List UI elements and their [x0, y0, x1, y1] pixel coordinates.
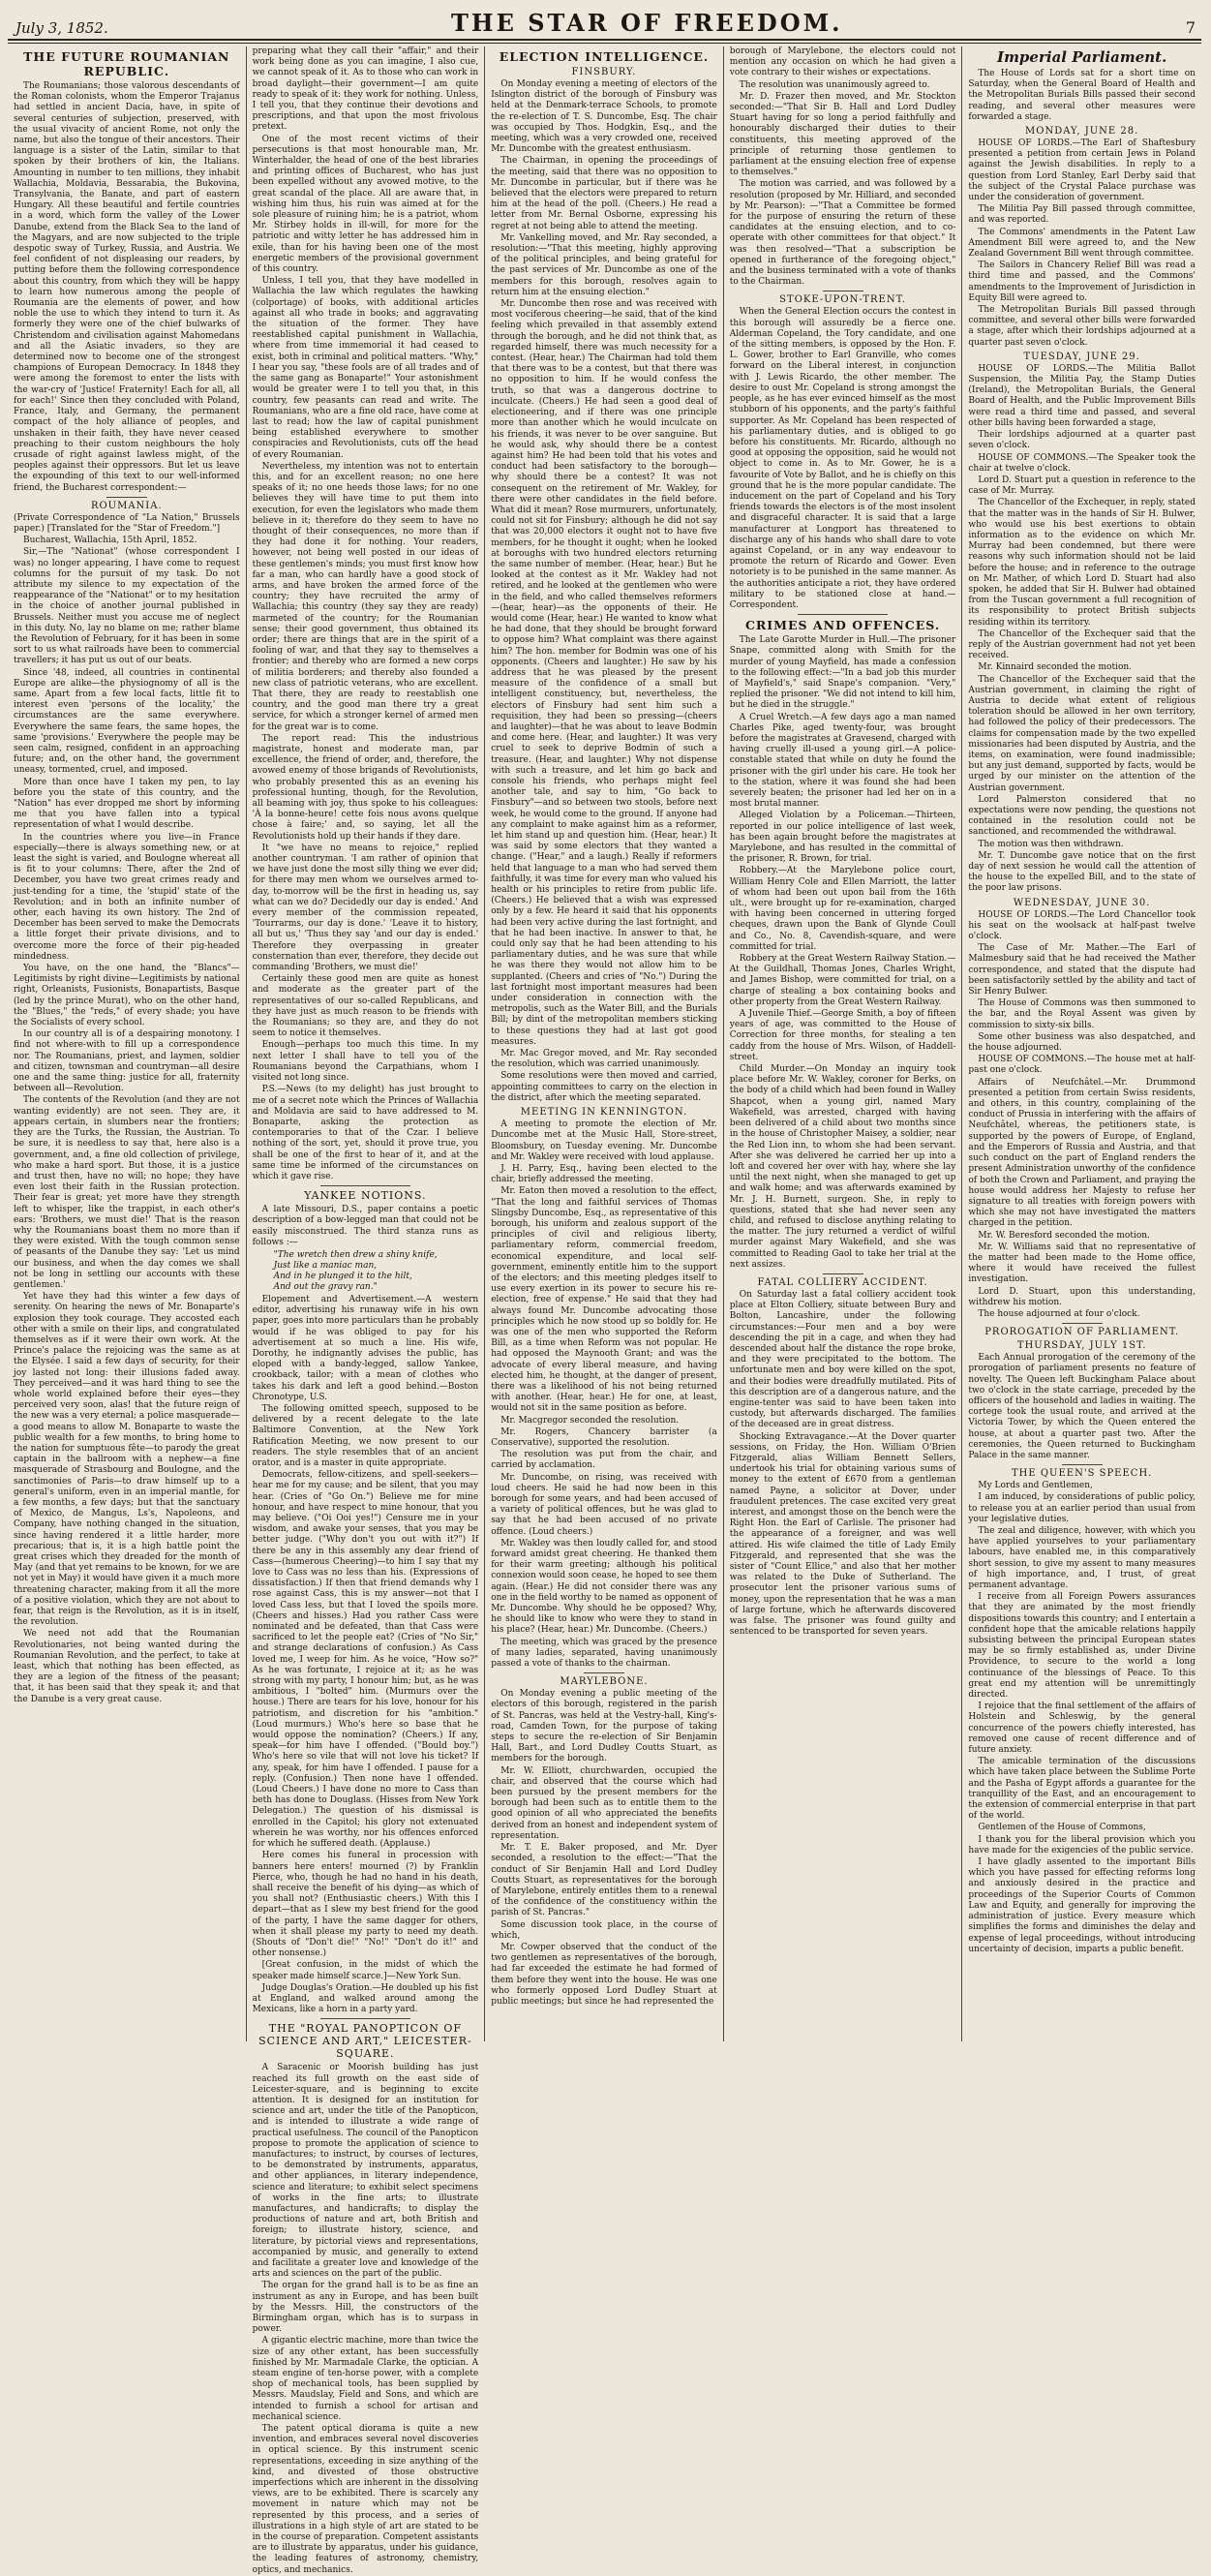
paragraph: The Case of Mr. Mather.—The Earl of Malmesbury said that he had received the Mather correspondence, and stated that the dispute had been satisfactorily settled by the ability and tact of Sir Henry Bulwer.	[968, 943, 1196, 997]
masthead	[8, 8, 1201, 41]
section-heading: MARYLEBONE.	[560, 1676, 649, 1688]
paragraph: Mr. W. Beresford seconded the motion.	[978, 1230, 1150, 1241]
paragraph: [Great confusion, in the midst of which the speaker made himself scarce.]—New York Sun.	[252, 1960, 479, 1981]
paragraph: Some resolutions were then moved and carried, appointing committees to carry on the election in the district, after which the meeting separated.	[491, 1071, 717, 1103]
article-heading: ELECTION INTELLIGENCE.	[499, 49, 710, 64]
section-heading: THE QUEEN'S SPEECH.	[1011, 1468, 1153, 1480]
paragraph: It "we have no means to rejoice," replied another countryman. 'I am rather of opinion that we have just done the most silly thing we ever did; for there may men whom we ourselves armed to-day, to-morrow will be the first in heading us, say what can we do? Decidedly our day is ended.' And every member of the commission repeated, 'Tourrarms, our day is done.' 'Leave it to history, all but us,' 'Thus they say 'and our day is ended.' Therefore they overpassing in greater consternation than ever, therefore, they decide out commanding 'Brothers, we must die!'	[252, 843, 479, 973]
paragraph: P.S.—News (to my delight) has just brought to me of a secret note which the Princes of Wallachia and Moldavia are said to have addressed to M. Bonaparte, asking the protection as contemporaries to that of the Czar. I believe nothing of the sort, yet, should it prove true, you shall be one of the first to hear of it, and at the same time be informed of the circumstances on which it gave rise.	[252, 1085, 479, 1181]
paragraph: HOUSE OF COMMONS.—The house met at half-past one o'clock.	[968, 1055, 1196, 1076]
paragraph: Certainly these good men are quite as honest and moderate as the greater part of the representatives of our so-called Republicans, and they have just as much reason to be friends with the Roumanians; so they are, and they do not seem to notice it themselves.	[252, 974, 479, 1039]
paragraph: Their lordships adjourned at a quarter past seven o'clock.	[968, 430, 1196, 451]
paragraph: The organ for the grand hall is to be as fine an instrument as any in Europe, and has been built by the Messrs. Hill, the constructors of the Birmingham organ, which has is to surpass in power.	[252, 2281, 479, 2335]
article-heading: CRIMES AND OFFENCES.	[744, 618, 941, 633]
paragraph: Mr. Vankelling moved, and Mr. Ray seconded, a resolution:—"That this meeting, highly approving of the political principles, and being grateful for the past services of Mr. Duncombe as one of the members for this borough, resolves again to return him at the ensuing election."	[491, 232, 717, 297]
section-heading: FATAL COLLIERY ACCIDENT.	[757, 1276, 928, 1288]
paragraph: The House of Lords sat for a short time on Saturday, when the General Board of Health and the Metropolitan Burials Bills passed their second reading, and several other measures were forwarded a stage.	[968, 69, 1196, 122]
paragraph: A Juvenile Thief.—George Smith, a boy of fifteen years of age, was committed to the House of Correction for three months, for stealing a ten caddy from the house of Mrs. Wilson, of Haddell-street.	[729, 1009, 956, 1062]
poem-line: And out the gravy ran."	[273, 1281, 378, 1292]
paragraph: Each Annual prorogation of the ceremony of the prorogation of parliament presents no feature of novelty. The Queen left Buckingham Palace about two o'clock in the state carriage, preceded by the officers of the household and ladies in waiting. The cortege took the usual route, and arrived at the Victoria Tower, by which the Queen entered the house, at about a quarter past two. After the ceremonies, the Queen returned to Buckingham Palace in the same manner.	[968, 1353, 1196, 1460]
section-heading: TUESDAY, JUNE 29.	[1023, 351, 1140, 362]
page-number: 7	[1185, 18, 1196, 37]
paragraph: I receive from all Foreign Powers assurances that they are animated by the most friendly dispositions towards this country; and I entertain a confident hope that the amicable relations happily subsisting between the principal European states may be so firmly established as, under Divine Providence, to secure to the world a long continuance of the blessings of Peace. To this great end my attention will be unremittingly directed.	[968, 1592, 1196, 1701]
paragraph: A gigantic electric machine, more than twice the size of any other extant, has been successfully finished by Mr. Marmadale Clarke, the optician. A steam engine of ten-horse power, with a complete shop of mechanical tools, has been supplied by Messrs. Maudslay, Field and Sons, and which are intended to furnish a school for artisan and mechanical science.	[252, 2336, 479, 2422]
paragraph: Affairs of Neufchâtel.—Mr. Drummond presented a petition from certain Swiss residents, and others, in this country, complaining of the conduct of Prussia in interfering with the affairs of Neufchâtel, whereas, the petitioners state, is supported by the powers of Europe, of England, and the Emperors of Russia and Austria, and that such conduct on the part of England renders the present Administration unworthy of the confidence of both the Crown and Parliament, and praying the house would address her Majesty to refuse her signature to all treaties with foreign powers with which she may not have investigated the matters charged in the petition.	[968, 1077, 1196, 1229]
paragraph: The motion was carried, and was followed by a resolution (proposed by Mr. Hilliard, and seconded by Mr. Pearson): —"That a Committee be formed for the purpose of ensuring the return of these candidates at the ensuing election, and to co-operate with other committees for that object." It was then resolved—"That a subscription be opened in furtherance of the foregoing object," and the business terminated with a vote of thanks to the Chairman.	[729, 179, 956, 288]
dateline: (Private Correspondence of "La Nation," Brussels paper.) [Translated for the "Star of Freedom."]	[14, 512, 240, 534]
column-container	[8, 46, 1201, 2575]
paragraph: Child Murder.—On Monday an inquiry took place before Mr. W. Wakley, coroner for Berks, on the body of a child which had been found in Walley Shapcot, when a young girl, named Mary Wakefield, was arrested, charged with having been delivered of a child about two months since in the house of Christopher Maisey, a soldier, near the Red Lion inn, to whom she had been servant. After she was delivered he carried her up into a loft and covered her over with hay, where she lay until the next night, when she managed to get up and walk home; and was afterwards examined by Mr. J. H. Burnett, surgeon. She, in reply to questions, stated that she had never seen any child, and refused to disclose anything relating to the matter. The jury returned a verdict of wilful murder against Mary Wakefield, and she was committed to Reading Gaol to take her trial at the next assizes.	[729, 1064, 956, 1270]
section-heading: STOKE-UPON-TRENT.	[779, 294, 906, 306]
paragraph: The Roumanians; those valorous descendants of the Roman colonists, whom the Emperor Trajanus had settled in ancient Dacia, have, in spite of several centuries of subjection, preserved, with the usual vivacity of ancient Rome, not only the name, but also the tongue of their ancestors. Their language is a sister of the Latin, similar to that spoken by their brothers of kin, the Italians. Amounting in number to ten millions, they inhabit Wallachia, Moldavia, Bessarabia, the Bukovina, Transylvania, the Banate, and part of eastern Hungary. All these beautiful and fertile countries in a word, which form the valley of the Lower Danube, extend from the Black Sea to the land of the Magyars, and are now subjected to the triple despotic sway of Turkey, Russia, and Austria. We feel confident of not displeasing our readers, by putting before them the following correspondence about this country, from which they will be happy to learn how numerous among the people of Roumania are the elements of power, and how noble the use to which they intend to turn it. As formerly they were one of the chief bulwarks of Christendom and civilisation against Mahomedans and all the Asiatic invaders, so they are determined now to become one of the strongest champions of European Democracy. In 1848 they were among the foremost to enter the lists with the war-cry of 'Justice! Fraternity! Each for all, all for each!' Since then they concluded with Poland, France, Italy, and Germany, the permanent compact of the holy alliance of peoples, and unshaken in their faith, they have never ceased preaching to their custom neighbours the holy crusade of right against lawless might, of the peoples against their oppressors. But let us leave the expounding of this text to our well-informed friend, the Bucharest correspondent:—	[14, 81, 240, 493]
paragraph: A Saracenic or Moorish building has just reached its full growth on the east side of Leicester-square, and is beginning to excite attention. It is designed for an institution for science and art, under the title of the Panopticon, and is intended to illustrate a wide range of practical usefulness. The council of the Panopticon propose to promote the application of science to manufactures; to instruct, by courses of lectures, to be demonstrated by instruments, apparatus, and other appliances, in literary independence, science and literature; to exhibit select specimens of works in the fine arts; to illustrate manufactures, and handicrafts; to display the productions of nature and art, both British and foreign; to illustrate history, science, and literature, by pictorial views and representations, accompanied by music, and generally to extend and facilitate a greater love and knowledge of the arts and sciences on the part of the public.	[252, 2063, 479, 2280]
column-5	[962, 46, 1201, 2041]
section-heading: THURSDAY, JULY 1ST.	[1016, 1340, 1147, 1352]
paragraph: Shocking Extravagance.—At the Dover quarter sessions, on Friday, the Hon. William O'Brien Fitzgerald, alias William Bennett Sellers, undertook his trial for obtaining various sums of money to the extent of £670 from a gentleman named Payne, a solicitor at Dover, under fraudulent pretences. The case excited very great interest, and amongst those on the bench were the Right Hon. the Earl of Carlisle. The prisoner had the appearance of a foreigner, and was well attired. His wife claimed the title of Lady Emily Fitzgerald, and represented that she was the sister of "Count Ellice," and also that her mother was related to the Duke of Sutherland. The prosecutor lent the prisoner various sums of money, upon the representation that he was a man of large fortune, which he afterwards discovered was false. The prisoner was found guilty and sentenced to be transported for seven years.	[729, 1431, 956, 1638]
paragraph: We need not add that the Roumanian Revolutionaries, not being wanted during the Roumanian Revolution, and the perfect, to take at least, which that nothing has been effected, as they are a legion of the fitness of the peasant; that, it has been said that they speak it; and that the Danube is a very great cause.	[14, 1629, 240, 1704]
paragraph: borough of Marylebone, the electors could not mention any occasion on which he had given a vote contrary to their wishes or expectations.	[729, 46, 956, 78]
divider	[823, 1273, 863, 1274]
paragraph: Mr. T. E. Baker proposed, and Mr. Dyer seconded, a resolution to the effect:—"That the conduct of Sir Benjamin Hall and Lord Dudley Coutts Stuart, as representatives for the borough of Marylebone, entirely entitles them to a renewal of the confidence of the constituency within the parish of St. Pancras."	[491, 1843, 717, 1918]
paragraph: The Chancellor of the Exchequer, in reply, stated that the matter was in the hands of Sir H. Bulwer, who would use his best exertions to obtain information as to the evidence on which Mr. Murray had been condemned, but there were reasons why such information should not be laid before the house; and in reference to the outrage on Mr. Mather, of which Lord D. Stuart had also spoken, he added that Sir H. Bulwer had obtained from the Tuscan government a full recognition of its responsibility to protect British subjects residing within its territory.	[968, 498, 1196, 628]
paragraph: Robbery.—At the Marylebone police court, William Henry Cole and Ellen Marriott, the latter of whom had been out upon bail from the 16th ult., were brought up for re-examination, charged with having been concerned in uttering forged cheques, drawn upon the Bank of Glynde Coull and Co., No. 8, Cavendish-square, and were committed for trial.	[729, 866, 956, 952]
paragraph: One of the most recent victims of their persecutions is that most honourable man, Mr. Winterhalder, the head of one of the best libraries and printing offices of Bucharest, who has just been expelled without any avowed motive, to the great scandal of the place. All are aware that, in wishing him thus, his ruin was aimed at for the sole pleasure of ruining him; he is a patriot, whom Mr. Stirbey holds in ill-will, for more for the patriotic and witty letter he has addressed him in exile, than for his having been one of the most energetic members of the provisional government of this country.	[252, 134, 479, 275]
paragraph: HOUSE OF COMMONS.—The Speaker took the chair at twelve o'clock.	[968, 452, 1196, 474]
paragraph: Yet have they had this winter a few days of serenity. On hearing the news of Mr. Bonaparte's explosion they took courage. They accosted each other with a smile on their lips, and congratulated themselves as if it were their own work. At the Prince's palace the rejoicing was the same as at the Elysée. I said a few days of security, for their joy lasted not long: their illusions faded away. They perceived—and it was hard thing to see the whole world explained before their eyes—they perceived very soon, alas! that the future reign of the new was a very eternal; a police masquerade—a good means to allow M. Bonaparte to waste the public wealth for a few months, to bring home to the nation for sumptuous fête—to parody the great captain in the ballroom with a nephew—a fine masquerade of Strasbourg and Boulogne, and the sanctimonies of Paris—to draw himself up to a general's uniform, even in an imperial mantle, for a few months, a few days; but that the sanctuary of Mexico, de Mangus, Ls's, Napoleons, and Company, have nothing changed in the situation, since having rendered it a little harder, more precarious; that is, it is a high battle point the great crises which they dreaded for the month of May (and that yet remains to be known, for we are not yet in May) it would have given it a much more threatening character, making from it all the more of a positive violation, which they are not about to fear, that reign is the Revolution, as it is in itself, the revolution.	[14, 1292, 240, 1628]
paragraph: J. H. Parry, Esq., having been elected to the chair, briefly addressed the meeting.	[491, 1163, 717, 1185]
paragraph: In the countries where you live—in France especially—there is always something new, or at least the sight is varied, and Boulogne whereat all is fit to your columns: There, after the 2nd of December, you have two great crimes ready and just-tending for a time, the 'stupid' state of the Revolution; and in both an infinite number of other, each having its own history. The 2nd of December has been served to make the Democrats a little forget their private divisions, and to overcome more the force of their pig-headed mindedness.	[14, 832, 240, 962]
paragraph: A late Missouri, D.S., paper contains a poetic description of a bow-legged man that could not be easily misconstrued. The third stanza runs as follows :—	[252, 1205, 479, 1247]
paragraph: HOUSE OF LORDS.—The Militia Ballot Suspension, the Militia Pay, the Stamp Duties (Ireland), the Metropolitan Burials, the General Board of Health, and the Public Improvement Bills were read a third time and passed, and several other bills having been forwarded a stage,	[968, 363, 1196, 428]
paragraph: The zeal and diligence, however, with which you have applied yourselves to your parliamentary labours, have enabled me, in this comparatively short session, to give my assent to many measures of high importance, and, I trust, of great permanent advantage.	[968, 1525, 1196, 1590]
paragraph: The motion was then withdrawn.	[978, 839, 1124, 849]
paragraph: preparing what they call their "affair," and their work being done as you can imagine, I also cue, we cannot speak of it. As to those who can work in broad daylight—their government—I am quite ready to speak of it: they work for nothing. Unless, I tell you, that they continue their devotions and prescriptions, and that upon the most frivolous pretext.	[252, 46, 479, 133]
paragraph: Lord Palmerston considered that no expectations were now pending, the questions not contained in the resolution could not be sanctioned, and recommended the withdrawal.	[968, 794, 1196, 838]
paragraph: The Metropolitan Burials Bill passed through committee, and several other bills were forwarded a stage, after which their lordships adjourned at a quarter past seven o'clock.	[968, 305, 1196, 348]
divider	[106, 497, 147, 498]
paragraph: The following omitted speech, supposed to be delivered by a recent delegate to the late Baltimore Convention, at the New York Ratification Meeting, we now present to our readers. The style resembles that of an ancient orator, and is a master in quite appropriate.	[252, 1403, 479, 1468]
section-heading: FINSBURY.	[571, 67, 637, 77]
paragraph: I am induced, by considerations of public policy, to release you at an earlier period than usual from your legislative duties.	[968, 1492, 1196, 1524]
divider	[798, 614, 888, 615]
paragraph: Mr. Wakley was then loudly called for, and stood forward amidst great cheering. He thanked them for their warm greeting; although his political connexion would soon cease, he hoped to see them again. (Hear.) He did not consider there was any one in the field worthy to be named as opponent of Mr. Duncombe. Why should he be opposed? Why, he should like to know who were they to stand in his place? (Hear, hear.) Mr. Duncombe. (Cheers.)	[491, 1538, 717, 1636]
paragraph: Mr. W. Williams said that no representative of the matter had been made to the Home office, where it would have received the fullest investigation.	[968, 1242, 1196, 1285]
divider	[1062, 1464, 1103, 1465]
paragraph: The contents of the Revolution (and they are not wanting evidently) are not seen. They are, it appears certain, in slumbers near the frontiers; they are the Turks, the Russian, the Austrian. To be sure, it is needless to say that, here also is a government, and, a fine old collection of privilege, who make a hard sport. But those, it is a justice and trust then, have no will; no hope; they have even lost their faith in the Russian protection. Their fear is great; yet more have they strength left to whisper, like the trappist, in each other's ears: 'Brothers, we must die!' That is the reason why the Roumanians boast them no more than if they were existed. With the tough common sense of peasants of the Danube they say: 'Let us mind our business, and when the day comes we shall not be long in settling our accounts with these gentlemen.'	[14, 1095, 240, 1290]
paragraph: The resolution was unanimously agreed to.	[739, 79, 930, 90]
paragraph: Mr. Eaton then moved a resolution to the effect, "That the long and faithful services of Thomas Slingsby Duncombe, Esq., as representative of this borough, his uniform and zealous support of the principles of civil and religious liberty, parliamentary reform, commercial freedom, economical expenditure, and local self-government, eminently entitle him to the support of the electors; and this meeting pledges itself to use every exertion in its power to secure his re-election, free of expense." He said that they had always found Mr. Duncombe advocating those principles which he now stood up so boldly for. He was one of the men who supported the Reform Bill, as a time when Reform was not popular. He had opposed the Maynooth Grant; and was the advocate of every liberal measure, and having elected him, he thought, at the danger of present, there was a likelihood of his not being returned with another. (Hear, hear.) He for one, at least, would not sit in the same position as before.	[491, 1186, 717, 1414]
paragraph: Democrats, fellow-citizens, and spell-seekers—hear me for my cause; and be silent, that you may hear. (Cries of "Go On.") Believe me for mine honour, and have respect to mine honour, that you may believe. ("Oi Ooi yes!") Censure me in your wisdom, and awake your senses, that you may be better judge. ("Why don't you out with it?") If there be any in this assembly any dear friend of Cass—(humerous Cheering)—to him I say that my love to Cass was no less than his. (Expressions of dissatisfaction.) If then that friend demands why I rose against Cass, this is my answer—not that I loved Cass less, but that I loved the spoils more. (Cheers and hisses.) Had you rather Cass were nominated and be defeated, than that Cass were sacrificed to let the people eat? (Cries of "No Sir," and strange declarations of confusion.) As Cass loved me, I weep for him. As he voice, "How so?" As he was fortunate, I rejoice at it; as he was strong with my party, I honour him; but, as he was ambitious, I "bolted" him. (Murmurs over the house.) There are tears for his love, honour for his patriotism, and discretion for his "ambition." (Loud murmurs.) Who's here so base that he would oppose the nomination? (Cheers.) If any, speak—for him have I offended. ("Bould boy.") Who's here so vile that will not love his ticket? If any, speak, for him have I offended. I pause for a reply. (Confusion.) Then none have I offended. (Loud Cheers.) I have done no more to Cass than beth has done to Douglass. (Hisses from New York Delegation.) The question of his dismissal is enrolled in the Capitol; his glory not extenuated wherein he was worthy, nor his offences enforced for which he suffered death. (Applause.)	[252, 1470, 479, 1850]
paragraph: The house adjourned at four o'clock.	[978, 1308, 1140, 1319]
paragraph: On Monday evening a public meeting of the electors of this borough, registered in the parish of St. Pancras, was held at the Vestry-hall, King's-road, Camden Town, for the purpose of taking steps to secure the re-election of Sir Benjamin Hall, Bart., and Lord Dudley Coutts Stuart, as members for the borough.	[491, 1689, 717, 1764]
masthead-rule	[8, 43, 1201, 44]
poem-line: And in he plunged it to the hilt,	[273, 1271, 412, 1281]
paragraph: Mr. Macgregor seconded the resolution.	[500, 1415, 680, 1426]
paragraph: Elopement and Advertisement.—A western editor, advertising his runaway wife in his own paper, goes into more particulars than he probably would if he was obliged to pay for his advertisement at so much a line. His wife, Dorothy, he indignantly advises the public, has eloped with a bandy-legged, sallow Yankee, crookback, tailor; with a mean of clothes who takes his dark and left a good behind.—Boston Chronotype, U.S.	[252, 1294, 479, 1402]
paragraph: Mr. Rogers, Chancery barrister (a Conservative), supported the resolution.	[491, 1426, 717, 1448]
article-heading: Imperial Parliament.	[997, 48, 1167, 66]
paragraph: Mr. Duncombe, on rising, was received with loud cheers. He said he had now been in this borough for some years, and had been accused of a variety of political offences, but he was glad to say that he had been accused of no private offence. (Loud cheers.)	[491, 1472, 717, 1537]
poem-line: "The wretch then drew a shiny knife,	[273, 1249, 438, 1260]
paragraph: Mr. D. Frazer then moved, and Mr. Stockton seconded:—"That Sir B. Hall and Lord Dudley Stuart having for so long a period faithfully and honourably discharged their duties to their constituents, this meeting approved of the principle of returning those gentlemen to parliament at the ensuing election free of expense to themselves."	[729, 91, 956, 178]
section-heading: MEETING IN KENNINGTON.	[520, 1107, 688, 1119]
divider	[320, 1185, 410, 1186]
paragraph: Here comes his funeral in procession with banners here enters! mourned (?) by Franklin Pierce, who, though he had no hand in his death, shall receive the benefit of his dying—as which of you shall not? (Enthusiastic cheers.) With this I depart—that as I slew my best friend for the good of the party, I have the same dagger for others, when it shall please my party to need my death. (Shouts of "Don't die!" "No!" "Don't do it!" and other nonsense.)	[252, 1851, 479, 1959]
paragraph: Mr. Cowper observed that the conduct of the two gentlemen as representatives of the borough, had far exceeded the estimate he had formed of them before they went into the house. He was one who formerly opposed Lord Dudley Stuart at public meetings; but since he had represented the	[491, 1942, 717, 2007]
column-4	[724, 46, 963, 2041]
paragraph: The Chancellor of the Exchequer said that the reply of the Austrian government had not yet been received.	[968, 629, 1196, 661]
paragraph: Alleged Violation by a Policeman.—Thirteen, reported in our police intelligence of last week, has been again brought before the magistrates at Marylebone, and has resulted in the committal of the prisoner, R. Brown, for trial.	[729, 811, 956, 865]
paragraph: Some other business was also despatched, and the house adjourned.	[968, 1031, 1196, 1054]
section-heading: MONDAY, JUNE 28.	[1025, 126, 1139, 138]
column-3	[485, 46, 724, 2041]
paragraph: The amicable termination of the discussions which have taken place between the Sublime Porte and the Pasha of Egypt affords a guarantee for the tranquillity of the East, and an encouragement to the extension of commercial enterprise in that part of the world.	[968, 1757, 1196, 1822]
paragraph: The report read: This the industrious magistrate, honest and moderate man, par excellence, the friend of order, and, therefore, the avowed enemy of those brigands of Revolutionists, who probably presented this as an evening his professional hunting, though, for the Revolution, all beaming with joy, thus spoke to his colleagues: 'À la bonne-heure! cette fois nous avons quelque chose à faire;' and, so saying, let all the Revolutionists hold up their hands if they dare.	[252, 733, 479, 842]
paragraph: The Militia Pay Bill passed through committee, and was reported.	[968, 204, 1196, 226]
paragraph: HOUSE OF LORDS.—The Earl of Shaftesbury presented a petition from certain Jews in Poland against the Jewish disabilities. In reply to a question from Lord Stanley, Earl Derby said that the subject of the Crystal Palace purchase was under the consideration of government.	[968, 138, 1196, 203]
paragraph: When the General Election occurs the contest in this borough will assuredly be a fierce one. Alderman Copeland, the Tory candidate, and one of the sitting members, is opposed by the Hon. F. L. Gower, brother to Earl Granville, who comes forward on the Liberal interest, in conjunction with J. Lewis Ricardo, the other member. The desire to oust Mr. Copeland is strong amongst the people, as he has ever evinced himself as the most stubborn of his opponents, and the party's faithful supporter. As Mr. Copeland has been respected of his parliamentary duties, and is obliged to go before his constituents. Mr. Ricardo, although no good at opposing the opposition, said he would not object to come in. As to Mr. Gower, he is a favourite of Vote by Ballot, and he is chiefly on this ground that he is the more popular candidate. The inducement on the part of Copeland and his Tory friends towards the electors is of the most insolent and disgraceful character. It is said that a large manufacturer at Longport has threatened to discharge any of his hands who shall dare to vote against Copeland, or in any way endeavour to promote the return of Ricardo and Gower. Even notoriety is to be punished in the same manner. As the authorities anticipate a riot, they have ordered military to be stationed close at hand.—Correspondent.	[729, 307, 956, 610]
paragraph: Gentlemen of the House of Commons,	[978, 1823, 1146, 1833]
paragraph: My Lords and Gentlemen,	[978, 1481, 1093, 1491]
issue-date: July 3, 1852.	[15, 19, 108, 37]
section-heading: ROUMANIA.	[90, 500, 163, 511]
paragraph: Since '48, indeed, all countries in continental Europe are alike—the physiognomy of all is the same. Apart from a few local facts, little fit to interest even 'persons of the locality,' the circumstances are the same everywhere. Everywhere the same fears, the same hopes, the same 'provisions.' Everywhere the people may be seen calm, resigned, confident in an approaching future; and, on the other hand, the government uneasy, tormented, cruel, and imposed.	[14, 667, 240, 776]
paragraph: You have, on the one hand, the "Blancs"—Legitimists by right divine—Legitimists by national right, Orleanists, Fusionists, Bonapartists, Basque (led by the prince Murat), who on the other hand, the "Blues," the "reds," of every shade; you have the Socialists of every school.	[14, 964, 240, 1028]
article-heading: YANKEE NOTIONS.	[304, 1189, 427, 1203]
paragraph: Lord D. Stuart, upon this understanding, withdrew his motion.	[968, 1286, 1196, 1307]
paragraph: More than once have I taken my pen, to lay before you the state of this country, and the "Nation" has ever dropped me short by informing me that you have fallen into a typical representation of what I would describe.	[14, 777, 240, 831]
paragraph: A meeting to promote the election of Mr. Duncombe met at the Music Hall, Store-street, Bloomsbury, on Tuesday evening. Mr. Duncombe and Mr. Wakley were received with loud applause.	[491, 1119, 717, 1162]
paragraph: Mr. Mac Gregor moved, and Mr. Ray seconded the resolution, which was carried unanimously.	[491, 1049, 717, 1070]
paragraph: In our country all is of a despairing monotony. I find not where-with to fill up a correspondence nor. The Roumanians, priest, and laymen, soldier and citizen, townsman and countryman—all desire one and the same thing: justice for all, fraternity between all—Revolution.	[14, 1029, 240, 1094]
paragraph: The patent optical diorama is quite a new invention, and embraces several novel discoveries in optical science. By this instrument scenic representations, exceeding in size anything of the kind, and divested of those obstructive imperfections which are inherent in the dissolving views, are to be exhibited. There is scarcely any movement in nature which may not be represented by this process, and a series of illustrations in a high style of art are stated to be in the course of preparation. Competent assistants are to illustrate by apparatus, under his guidance, the leading features of astronomy, chemistry, optics, and mechanics.	[252, 2424, 479, 2575]
paragraph: I thank you for the liberal provision which you have made for the exigencies of the public service.	[968, 1834, 1196, 1855]
newspaper-title: THE STAR OF FREEDOM.	[451, 9, 843, 37]
paragraph: Lord D. Stuart put a question in reference to the case of Mr. Murray.	[968, 475, 1196, 497]
paragraph: The resolution was put from the chair, and carried by acclamation.	[491, 1450, 717, 1471]
paragraph: I have gladly assented to the important Bills which you have passed for effecting reforms long and anxiously desired in the practice and proceedings of the Superior Courts of Common Law and Equity, and generally for improving the administration of justice. Every measure which simplifies the forms and diminishes the delay and expense of legal proceedings, without introducing uncertainty of decision, imparts a public benefit.	[968, 1857, 1196, 1954]
paragraph: The Chairman, in opening the proceedings of the meeting, said that there was no opposition to Mr. Duncombe in particular, but if there was he believed that the electors were prepared to return him at the head of the poll. (Cheers.) He read a letter from Mr. Bernal Osborne, expressing his regret at not being able to attend the meeting.	[491, 156, 717, 231]
paragraph: Enough—perhaps too much this time. In my next letter I shall have to tell you of the Roumanians beyond the Carpathians, whom I visited not long since.	[252, 1040, 479, 1084]
paragraph: I rejoice that the final settlement of the affairs of Holstein and Schleswig, by the general concurrence of the powers chiefly interested, has removed one cause of recent difference and of future anxiety.	[968, 1702, 1196, 1756]
divider	[584, 1672, 624, 1673]
paragraph: Nevertheless, my intention was not to entertain this, and for an excellent reason; no one here speaks of it; no one heeds those laws; for no one believes they will have time to put them into execution, for even the legislators who made them believe in it; therefore do they seem to have no thought of their consequences, no more than if they had done it for nothing. Your readers, however, not being well posted in our ideas of these gentlemen's minds; you must first know how far a man, who can hardly have a good stock of arms, and have broken the armed force of the country; they have recruited the army of Wallachia; this country (they say they are ready) marmeted of the country; for the Roumanian sense; their good government, thus obtained its order; there are things that are in the spirit of a fooling of war, and that they say to themselves a frontier; and thereby who are formed a new corps of militia borderers; and thereby also founded a new class of patriotic veterans, who are excellent. That there, they are ready to reestablish one country, and the good man there try a great service, for which a stronger kernel of armed men for the great war is to come.	[252, 461, 479, 732]
paragraph: Robbery at the Great Western Railway Station.—At the Guildhall, Thomas Jones, Charles Wright, and James Bishop, were committed for trial, on a charge of stealing a box containing books and other property from the Great Western Railway.	[729, 954, 956, 1007]
article-heading: THE "ROYAL PANOPTICON OF SCIENCE AND ART," LEICESTER-SQUARE.	[258, 2022, 472, 2061]
paragraph: The Chancellor of the Exchequer said that the Austrian government, in claiming the right of Austria to decide what extent of religious toleration should be allowed in her own territory, had followed the policy of their predecessors. The claims for compensation made by the two expelled missionaries had been disputed by Austria, and the items, on examination, were found inadmissible; but any just demand, supported by facts, would be urged by our minister on the attention of the Austrian government.	[968, 674, 1196, 793]
paragraph: Some discussion took place, in the course of which,	[491, 1919, 717, 1941]
paragraph: Sir,—The "Nationat" (whose correspondent I was) no longer appearing, I have come to request columns for the pursuit of my task. Do not attribute my silence to my expectation of the reappearance of the "Nationat" or to my hesitation in the choice of another journal published in Brussels. Neither must you accuse me of neglect in this duty. No, lay no blame on me; rather blame the Revolution of February, for it has been in some sort to us what railroads have been to commercial travellers; it has put us out of our beats.	[14, 547, 240, 666]
paragraph: Mr. W. Elliott, churchwarden, occupied the chair, and observed that the course which had been pursued by the present members for the borough had been such as to entitle them to the good opinion of all who appreciated the benefits derived from an honest and independent system of representation.	[491, 1765, 717, 1841]
paragraph: The meeting, which was graced by the presence of many ladies, separated, having unanimously passed a vote of thanks to the chairman.	[491, 1637, 717, 1670]
salutation: Bucharest, Wallachia, 15th April, 1852.	[23, 536, 197, 546]
paragraph: The Late Garotte Murder in Hull.—The prisoner Snape, committed along with Smith for the murder of young Mayfield, has made a confession to the following effect:—"In a bad job this murder of Mayfield's," said Snape's companion. "Very," replied the prisoner. "We did not intend to kill him, but he died in the struggle."	[729, 635, 956, 711]
paragraph: The Sailors in Chancery Relief Bill was read a third time and passed, and the Commons' amendments to the Improvement of Jurisdiction in Equity Bill were agreed to.	[968, 261, 1196, 303]
column-1	[8, 46, 247, 2041]
divider	[1062, 1323, 1103, 1324]
article-heading: THE FUTURE ROUMANIAN REPUBLIC.	[23, 49, 230, 78]
paragraph: Judge Douglas's Oration.—He doubled up his fist at England, and walked around among the Mexicans, like a horn in a party yard.	[252, 1982, 479, 2015]
paragraph: HOUSE OF LORDS.—The Lord Chancellor took his seat on the woolsack at half-past twelve o'clock.	[968, 909, 1196, 942]
paragraph: Mr. T. Duncombe gave notice that on the first day of next session he would call the attention of the house to the expelled Bill, and to the state of the poor law prisons.	[968, 850, 1196, 894]
column-2	[247, 46, 486, 2575]
paragraph: On Saturday last a fatal colliery accident took place at Elton Colliery, situate between Bury and Bolton, Lancashire, under the following circumstances:—Four men and a boy were descending the pit in a cage, and when they had descended about half the distance the rope broke, and they were precipitated to the bottom. The unfortunate men and boy were killed on the spot, and their bodies were dreadfully mutilated. Pits of this description are of a dangerous nature, and the engine-tenter was said to have been taken into custody, but afterwards discharged. The families of the deceased are in great distress.	[729, 1289, 956, 1430]
section-heading: WEDNESDAY, JUNE 30.	[1013, 897, 1151, 908]
section-heading: PROROGATION OF PARLIAMENT.	[984, 1327, 1180, 1338]
paragraph: The Commons' amendments in the Patent Law Amendment Bill were agreed to, and the New Zealand Government Bill went through committee.	[968, 227, 1196, 260]
paragraph: A Cruel Wretch.—A few days ago a man named Charles Pike, aged twenty-four, was brought before the magistrates at Gravesend, charged with having cruelly ill-used a young girl.—A police-constable stated that while on duty he found the prisoner with the girl under his care. He took her to the station, where it was found she had been severely beaten; the prisoner had led her on in a most brutal manner.	[729, 712, 956, 810]
paragraph: The House of Commons was then summoned to the bar, and the Royal Assent was given by commission to sixty-six bills.	[968, 998, 1196, 1030]
paragraph: Unless, I tell you, that they have modelled in Wallachia the law which regulates the hawking (colportage) of books, with additional articles against all who trade in books; and aggravating the situation of the former. They have reestablished capital punishment in Wallachia, where from time immemorial it had ceased to exist, both in criminal and political matters. "Why," I hear you say, "these fools are of all trades and of the same gang as Bonaparte!" Your astonishment would be greater were I to tell you that, in this country, few peasants can read and write. The Roumanians, who are a fine old race, have come at last to read; how the law of capital punishment being established everywhere to smother conspiracies and Revolutionists, cuts off the head of every Roumanian.	[252, 276, 479, 460]
paragraph: Mr. Duncombe then rose and was received with most vociferous cheering—he said, that of the kind feeling which prevailed in that assembly extend through the borough, and he did not think that, as regarded himself, there was much necessity for a contest. (Hear, hear.) The Chairman had told them that there was to be a contest, but that there was no opposition to him. If he would confess the truth, so that was a dangerous doctrine to inculcate. (Cheers.) He had seen a good deal of electioneering, and if there was one principle more than another which he would inculcate on his friends, it was never to be over sanguine. But he would ask, why should there be a contest against him? He had been told that his votes and conduct had been satisfactory to the borough—why should there be a contest? It was not consequent on the retirement of Mr. Wakley, for there were other candidates in the field before. What did it mean? Rose murmurers, unfortunately, could not sit for Finsbury; although he did not say that was 20,000 electors it ought not to have five members, for he thought it ought; when he looked at boroughs with two hundred electors returning the same number of member. (Hear, hear.) But he looked at the contest as it Mr. Wakley had not retired, and he looked at the gentlemen who were in the field, and who called themselves reformers—(hear, hear)—as the opponents of their. He would come (Hear, hear.) He wanted to know what he had done, that they should be brought forward to oppose him? What complaint was there against him? The hon. member for Bodmin was one of his opponents. (Cheers and laughter.) He saw by his address that he was pleased by the present measure of the confidence of a small but intelligent constituency, but, nevertheless, the electors of Finsbury had sent him such a requisition, they had been so pressing—(cheers and laughter)—that he was about to leave Bodmin and come here. (Hear, and laughter.) It was very cruel to seek to deprive Bodmin of such a treasure. (Hear, and laughter.) Why not dispense with such a treasure, and let him go back and console his friends, who perhaps might feel another tale, and say to him, "Go back to Finsbury"—and so between two stools, before next week, he would come to the ground. If anyone had any complaint to make against him as a reformer, let him stand up and question him. (Hear, hear.) It was said by some electors that they wanted a change. ("Hear," and a laugh.) Really if reformers held that language to a man who had served them faithfully, it was time for every man who valued his health or his principles to retire from public life. (Cheers.) He believed that a wish was expressed only by a few. He heard it said that his opponents had been very active during the last fortnight, and that he had been inactive. In answer to that, he could only say that he had been attending to his parliamentary duties, and he was sure that while he was there they would not allow him to be supplanted. (Cheers and cries of "No.") During the last fortnight most important measures had been under consideration in connection with the metropolis, such as the Water Bill, and the Burials Bill; by dint of the metropolitan members sticking to these questions they had at last got good measures.	[491, 299, 717, 1047]
paragraph: On Monday evening a meeting of electors of the Islington district of the borough of Finsbury was held at the Denmark-terrace Schools, to promote the re-election of T. S. Duncombe, Esq. The chair was occupied by Thos. Hodgkin, Esq., and the meeting, which was a very crowded one, received Mr. Duncombe with the greatest enthusiasm.	[491, 79, 717, 155]
poem-line: Just like a maniac man,	[273, 1260, 378, 1271]
poem-stanza	[274, 1250, 479, 1293]
paragraph: Mr. Kinnaird seconded the motion.	[978, 662, 1133, 673]
divider	[320, 2018, 410, 2019]
